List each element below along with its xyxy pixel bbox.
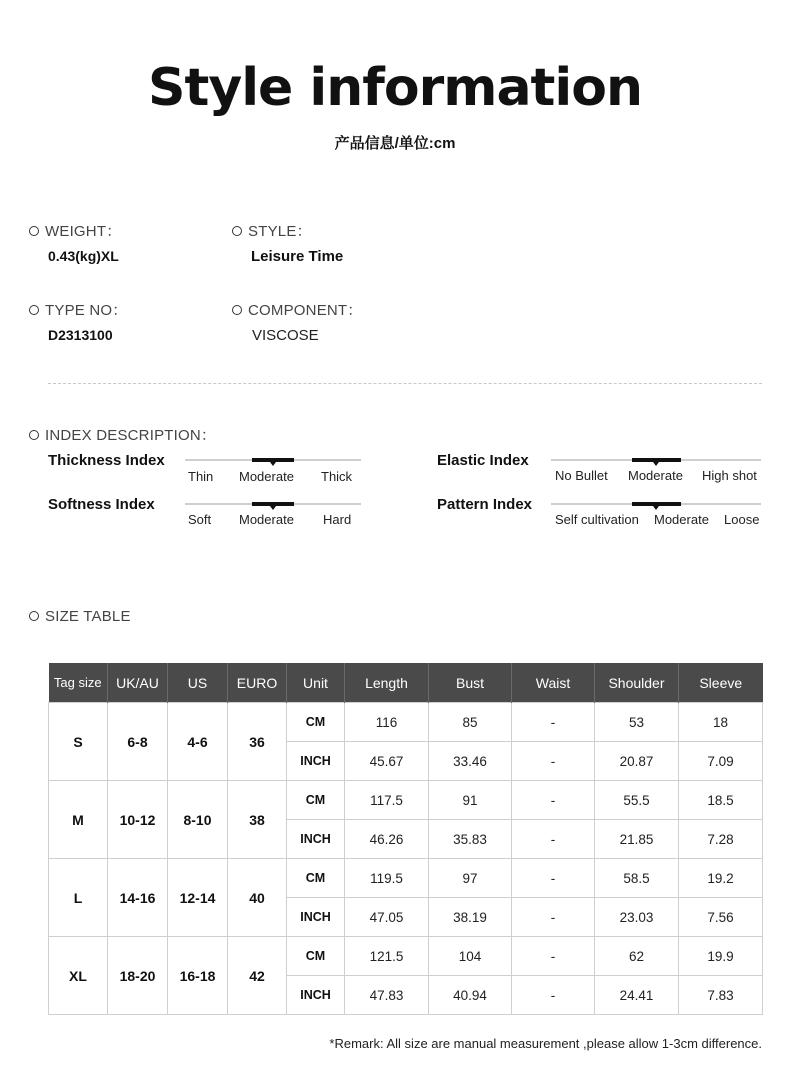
index-scale-label: Moderate	[239, 469, 294, 484]
bust-cell: 85	[429, 703, 512, 742]
length-cell: 117.5	[345, 781, 429, 820]
style-label: STYLE：	[248, 223, 312, 240]
waist-cell: -	[512, 742, 595, 781]
component-label: COMPONENT：	[248, 302, 363, 319]
header-cell: Tag size	[49, 663, 108, 703]
index-scale-label: Thick	[321, 469, 353, 484]
size-table	[48, 663, 763, 1015]
bust-cell: 91	[429, 781, 512, 820]
header-cell: US	[168, 663, 228, 703]
sleeve-cell: 7.28	[679, 820, 763, 859]
style-value: Leisure Time	[251, 248, 344, 265]
type-value: D2313100	[48, 327, 113, 343]
bust-cell: 40.94	[429, 976, 512, 1015]
size-us-cell: 16-18	[168, 937, 228, 1015]
index-name: Thickness Index	[48, 452, 165, 469]
header-cell: Length	[345, 663, 429, 703]
size-ukau-cell: 10-12	[108, 781, 168, 859]
bullet-circle-icon	[29, 226, 39, 236]
weight-label-row	[29, 220, 121, 241]
bullet-circle-icon	[29, 430, 39, 440]
length-cell: 119.5	[345, 859, 429, 898]
component-value: VISCOSE	[252, 327, 319, 344]
sleeve-cell: 19.9	[679, 937, 763, 976]
type-label: TYPE NO：	[45, 302, 128, 319]
shoulder-cell: 62	[595, 937, 679, 976]
index-scale-label: High shot	[702, 468, 757, 483]
size-ukau-cell: 6-8	[108, 703, 168, 781]
shoulder-cell: 23.03	[595, 898, 679, 937]
unit-cell: CM	[287, 703, 345, 742]
index-label: INDEX DESCRIPTION：	[45, 427, 217, 444]
page-subtitle: 产品信息/单位:cm	[334, 135, 456, 152]
waist-cell: -	[512, 937, 595, 976]
unit-cell: CM	[287, 781, 345, 820]
waist-cell: -	[512, 820, 595, 859]
size-us-cell: 12-14	[168, 859, 228, 937]
sleeve-cell: 7.09	[679, 742, 763, 781]
waist-cell: -	[512, 898, 595, 937]
bust-cell: 104	[429, 937, 512, 976]
index-scale-label: Loose	[724, 512, 760, 527]
size-euro-cell: 42	[228, 937, 287, 1015]
length-cell: 46.26	[345, 820, 429, 859]
waist-cell: -	[512, 859, 595, 898]
header-cell: Sleeve	[679, 663, 763, 703]
header-cell: EURO	[228, 663, 287, 703]
index-name: Pattern Index	[437, 496, 533, 513]
weight-value: 0.43(kg)XL	[48, 248, 119, 264]
bullet-circle-icon	[232, 226, 242, 236]
unit-cell: INCH	[287, 898, 345, 937]
size-tag-cell: L	[49, 859, 108, 937]
bullet-circle-icon	[232, 305, 242, 315]
index-scale-label: Thin	[188, 469, 214, 484]
length-cell: 45.67	[345, 742, 429, 781]
size-table-label-row	[29, 608, 131, 626]
index-scale-label: Moderate	[628, 468, 683, 483]
bust-cell: 38.19	[429, 898, 512, 937]
index-marker-icon	[270, 462, 276, 466]
style-label-row	[232, 220, 312, 241]
bust-cell: 35.83	[429, 820, 512, 859]
size-euro-cell: 36	[228, 703, 287, 781]
table-row	[49, 781, 763, 820]
bullet-circle-icon	[29, 611, 39, 621]
index-scale-label: Hard	[323, 512, 352, 527]
shoulder-cell: 53	[595, 703, 679, 742]
index-marker-icon	[653, 506, 659, 510]
unit-cell: INCH	[287, 976, 345, 1015]
type-label-row	[29, 299, 127, 320]
shoulder-cell: 24.41	[595, 976, 679, 1015]
shoulder-cell: 20.87	[595, 742, 679, 781]
size-ukau-cell: 18-20	[108, 937, 168, 1015]
header-cell: Unit	[287, 663, 345, 703]
shoulder-cell: 21.85	[595, 820, 679, 859]
sleeve-cell: 7.56	[679, 898, 763, 937]
unit-cell: INCH	[287, 742, 345, 781]
component-label-row	[232, 299, 363, 320]
bullet-circle-icon	[29, 305, 39, 315]
page-title: Style information	[148, 58, 642, 118]
index-scale-label: No Bullet	[555, 468, 608, 483]
length-cell: 47.83	[345, 976, 429, 1015]
index-scale-label: Soft	[188, 512, 212, 527]
header-cell: Bust	[429, 663, 512, 703]
waist-cell: -	[512, 781, 595, 820]
index-marker-icon	[653, 462, 659, 466]
sleeve-cell: 18	[679, 703, 763, 742]
waist-cell: -	[512, 703, 595, 742]
size-ukau-cell: 14-16	[108, 859, 168, 937]
remark-text: *Remark: All size are manual measurement ,please allow 1-3cm difference.	[329, 1036, 762, 1051]
size-us-cell: 4-6	[168, 703, 228, 781]
sleeve-cell: 18.5	[679, 781, 763, 820]
index-scale-label: Self cultivation	[555, 512, 639, 527]
shoulder-cell: 58.5	[595, 859, 679, 898]
sleeve-cell: 19.2	[679, 859, 763, 898]
header-cell: Shoulder	[595, 663, 679, 703]
bust-cell: 97	[429, 859, 512, 898]
length-cell: 121.5	[345, 937, 429, 976]
size-tag-cell: S	[49, 703, 108, 781]
weight-label: WEIGHT：	[45, 223, 122, 240]
waist-cell: -	[512, 976, 595, 1015]
size-table-label: SIZE TABLE	[45, 608, 131, 625]
table-row	[49, 703, 763, 742]
size-tag-cell: M	[49, 781, 108, 859]
index-label-row	[29, 424, 216, 445]
unit-cell: CM	[287, 859, 345, 898]
size-table-header	[49, 663, 763, 703]
table-row	[49, 937, 763, 976]
index-name: Elastic Index	[437, 452, 529, 469]
size-euro-cell: 40	[228, 859, 287, 937]
index-name: Softness Index	[48, 496, 155, 513]
index-marker-icon	[270, 506, 276, 510]
size-us-cell: 8-10	[168, 781, 228, 859]
unit-cell: CM	[287, 937, 345, 976]
table-row	[49, 859, 763, 898]
index-scale-label: Moderate	[239, 512, 294, 527]
index-scale-label: Moderate	[654, 512, 709, 527]
divider	[48, 383, 762, 384]
length-cell: 116	[345, 703, 429, 742]
unit-cell: INCH	[287, 820, 345, 859]
sleeve-cell: 7.83	[679, 976, 763, 1015]
bust-cell: 33.46	[429, 742, 512, 781]
size-tag-cell: XL	[49, 937, 108, 1015]
header-cell: Waist	[512, 663, 595, 703]
size-euro-cell: 38	[228, 781, 287, 859]
shoulder-cell: 55.5	[595, 781, 679, 820]
length-cell: 47.05	[345, 898, 429, 937]
header-cell: UK/AU	[108, 663, 168, 703]
